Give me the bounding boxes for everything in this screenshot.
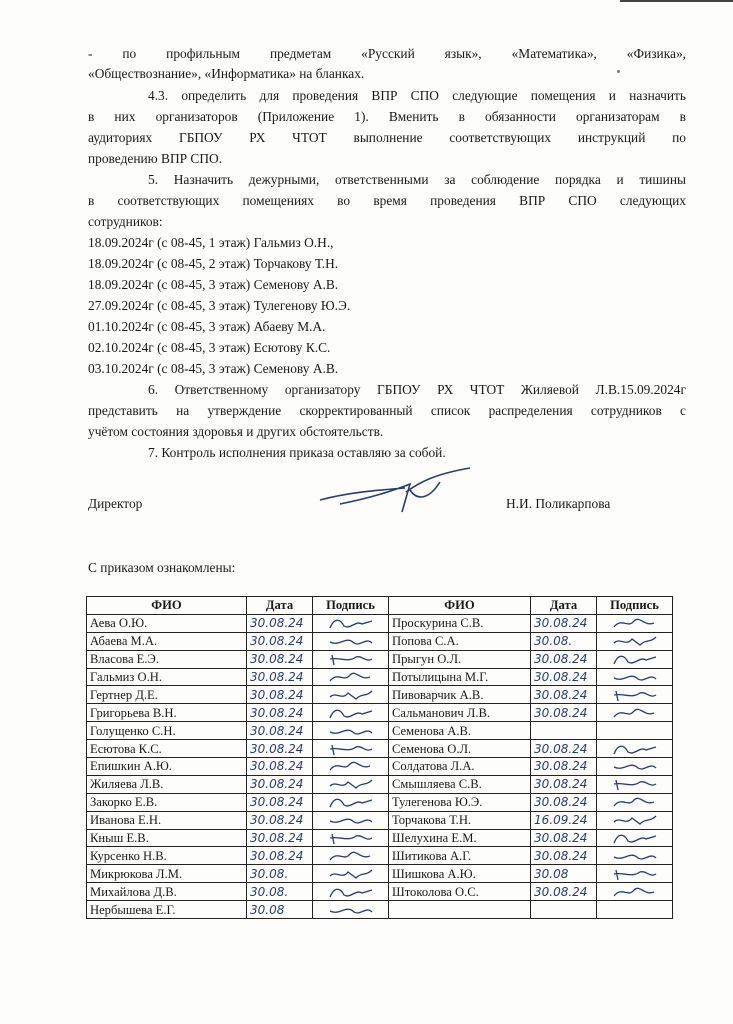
handwritten-signature: [610, 705, 660, 721]
signature-cell: [597, 847, 673, 865]
table-row: [87, 650, 673, 668]
name-cell: Кныш Е.В.: [87, 829, 247, 847]
handwritten-signature: [326, 615, 376, 631]
column-header: ФИО: [87, 597, 247, 615]
signature-cell: [313, 686, 389, 704]
signature-cell: [597, 811, 673, 829]
date-cell: 30.08.24: [531, 829, 597, 847]
duty-line: 03.10.2024г (с 08-45, 3 этаж) Семенову А.В.: [88, 361, 339, 376]
director-label: Директор: [88, 496, 143, 511]
handwritten-signature: [610, 669, 660, 685]
name-cell: [389, 901, 531, 919]
name-cell: Тулегенова Ю.Э.: [389, 793, 531, 811]
signature-cell: [313, 829, 389, 847]
handwritten-signature: [610, 830, 660, 846]
handwritten-signature: [610, 776, 660, 792]
signature-cell: [313, 650, 389, 668]
signature-cell: [313, 901, 389, 919]
column-header: Подпись: [313, 597, 389, 615]
date-cell: 30.08.24: [247, 847, 313, 865]
handwritten-signature: [326, 705, 376, 721]
date-cell: 30.08.24: [531, 650, 597, 668]
handwritten-signature: [610, 741, 660, 757]
signature-cell: [597, 614, 673, 632]
table-row: [87, 704, 673, 722]
signature-cell: [313, 793, 389, 811]
handwritten-signature: [326, 633, 376, 649]
signature-cell: [313, 722, 389, 740]
signature-cell: [597, 865, 673, 883]
name-cell: Микрюкова Л.М.: [87, 865, 247, 883]
signature-cell: [597, 722, 673, 740]
date-cell: 30.08.: [247, 865, 313, 883]
name-cell: Курсенко Н.В.: [87, 847, 247, 865]
name-cell: Семенова О.Л.: [389, 740, 531, 758]
handwritten-signature: [326, 687, 376, 703]
handwritten-signature: [326, 812, 376, 828]
date-cell: 30.08.24: [247, 740, 313, 758]
paragraph-5-line2: в соответствующих помещениях во время проведения ВПР СПО следующих: [88, 193, 686, 208]
date-cell: [531, 901, 597, 919]
date-cell: 30.08.24: [247, 668, 313, 686]
column-header: Подпись: [597, 597, 673, 615]
table-row: [87, 811, 673, 829]
date-cell: 30.08.24: [247, 686, 313, 704]
column-header: ФИО: [389, 597, 531, 615]
name-cell: Смышляева С.В.: [389, 775, 531, 793]
name-cell: Гальмиз О.Н.: [87, 668, 247, 686]
handwritten-signature: [610, 651, 660, 667]
date-cell: 30.08.: [531, 632, 597, 650]
signature-cell: [597, 883, 673, 901]
duty-line: 18.09.2024г (с 08-45, 3 этаж) Семенову А.В.: [88, 277, 339, 292]
paragraph-6-line2: представить на утверждение скорректированный список распределения сотрудников с: [88, 403, 686, 418]
date-cell: 30.08.24: [531, 668, 597, 686]
name-cell: Епишкин А.Ю.: [87, 758, 247, 776]
name-cell: Гертнер Д.Е.: [87, 686, 247, 704]
table-row: [87, 793, 673, 811]
handwritten-signature: [610, 687, 660, 703]
handwritten-signature: [610, 848, 660, 864]
date-cell: 30.08.24: [247, 811, 313, 829]
director-row: [88, 496, 686, 518]
handwritten-signature: [326, 884, 376, 900]
name-cell: Сальманович Л.В.: [389, 704, 531, 722]
signature-cell: [597, 704, 673, 722]
director-name: Н.И. Поликарпова: [506, 496, 611, 511]
date-cell: 30.08.24: [531, 740, 597, 758]
signature-cell: [597, 758, 673, 776]
name-cell: Шишкова А.Ю.: [389, 865, 531, 883]
paragraph-4-3-line3: аудиториях ГБПОУ РХ ЧТОТ выполнение соответствующих инструкций по: [88, 130, 686, 145]
signature-cell: [597, 829, 673, 847]
date-cell: 30.08: [247, 901, 313, 919]
handwritten-signature: [326, 651, 376, 667]
signature-cell: [597, 901, 673, 919]
signature-cell: [313, 775, 389, 793]
handwritten-signature: [326, 758, 376, 774]
handwritten-signature: [610, 633, 660, 649]
signature-cell: [313, 632, 389, 650]
date-cell: 30.08.24: [531, 704, 597, 722]
name-cell: Голущенко С.Н.: [87, 722, 247, 740]
paragraph-4-3-line1: 4.3. определить для проведения ВПР СПО следующие помещения и назначить: [148, 88, 686, 103]
signature-cell: [597, 650, 673, 668]
signature-cell: [597, 668, 673, 686]
table-body: [87, 614, 673, 918]
name-cell: Прыгун О.Л.: [389, 650, 531, 668]
handwritten-signature: [610, 866, 660, 882]
name-cell: Пивоварчик А.В.: [389, 686, 531, 704]
paragraph-5-line3: сотрудников:: [88, 214, 163, 229]
date-cell: 30.08.24: [531, 686, 597, 704]
signature-cell: [313, 740, 389, 758]
duty-line: 27.09.2024г (с 08-45, 3 этаж) Тулегенову Ю.Э.: [88, 298, 351, 313]
table-row: [87, 668, 673, 686]
duty-line: 01.10.2024г (с 08-45, 3 этаж) Абаеву М.А.: [88, 319, 326, 334]
paragraph-subjects-end: «Обществознание», «Информатика» на бланках.: [88, 66, 365, 81]
handwritten-signature: [326, 848, 376, 864]
date-cell: 30.08.24: [247, 793, 313, 811]
date-cell: 30.08.24: [531, 614, 597, 632]
name-cell: Торчакова Т.Н.: [389, 811, 531, 829]
handwritten-signature: [610, 884, 660, 900]
date-cell: 30.08.24: [247, 722, 313, 740]
signature-cell: [313, 668, 389, 686]
date-cell: 30.08.24: [247, 632, 313, 650]
paragraph-7: 7. Контроль исполнения приказа оставляю за собой.: [148, 445, 446, 460]
table-row: [87, 829, 673, 847]
signature-table: [86, 596, 673, 919]
name-cell: Потылицына М.Г.: [389, 668, 531, 686]
handwritten-signature: [610, 794, 660, 810]
date-cell: 16.09.24: [531, 811, 597, 829]
date-cell: [531, 722, 597, 740]
duty-line: 02.10.2024г (с 08-45, 3 этаж) Есютову К.С.: [88, 340, 331, 355]
top-edge-line: [620, 0, 733, 2]
paragraph-5-line1: 5. Назначить дежурными, ответственными за соблюдение порядка и тишины: [148, 172, 686, 187]
name-cell: Проскурина С.В.: [389, 614, 531, 632]
name-cell: Закорко Е.В.: [87, 793, 247, 811]
handwritten-signature: [326, 866, 376, 882]
table-row: [87, 883, 673, 901]
name-cell: Иванова Е.Н.: [87, 811, 247, 829]
handwritten-signature: [326, 830, 376, 846]
date-cell: 30.08.24: [531, 793, 597, 811]
name-cell: Штоколова О.С.: [389, 883, 531, 901]
name-cell: Аева О.Ю.: [87, 614, 247, 632]
date-cell: 30.08.24: [531, 883, 597, 901]
signature-cell: [597, 740, 673, 758]
table-row: [87, 740, 673, 758]
signature-cell: [313, 614, 389, 632]
paragraph-4-3-line4: проведению ВПР СПО.: [88, 151, 223, 166]
table-row: [87, 632, 673, 650]
column-header: Дата: [247, 597, 313, 615]
date-cell: 30.08.24: [247, 614, 313, 632]
name-cell: Семенова А.В.: [389, 722, 531, 740]
paragraph-6-line3: учётом состояния здоровья и других обстоятельств.: [88, 424, 384, 439]
handwritten-signature: [610, 615, 660, 631]
date-cell: 30.08.24: [531, 775, 597, 793]
date-cell: 30.08: [531, 865, 597, 883]
paragraph-subjects: - по профильным предметам «Русский язык», «Математика», «Физика»,: [88, 46, 686, 61]
table-row: [87, 865, 673, 883]
signature-cell: [313, 704, 389, 722]
date-cell: 30.08.24: [247, 829, 313, 847]
table-row: [87, 722, 673, 740]
table-row: [87, 901, 673, 919]
paragraph-6-line1: 6. Ответственному организатору ГБПОУ РХ ЧТОТ Жиляевой Л.В.15.09.2024г: [148, 382, 686, 397]
date-cell: 30.08.: [247, 883, 313, 901]
name-cell: Шелухина Е.М.: [389, 829, 531, 847]
table-row: [87, 847, 673, 865]
acknowledgement-label: С приказом ознакомлены:: [88, 560, 236, 575]
handwritten-signature: [326, 902, 376, 918]
name-cell: Солдатова Л.А.: [389, 758, 531, 776]
name-cell: Шитикова А.Г.: [389, 847, 531, 865]
table-row: [87, 686, 673, 704]
paragraph-4-3-line2: в них организаторов (Приложение 1). Вменить в обязанности организаторам в: [88, 109, 686, 124]
signature-cell: [597, 686, 673, 704]
signature-cell: [313, 847, 389, 865]
name-cell: Михайлова Д.В.: [87, 883, 247, 901]
name-cell: Абаева М.А.: [87, 632, 247, 650]
handwritten-signature: [326, 669, 376, 685]
signature-cell: [313, 883, 389, 901]
name-cell: Есютова К.С.: [87, 740, 247, 758]
name-cell: Григорьева В.Н.: [87, 704, 247, 722]
signature-cell: [313, 811, 389, 829]
date-cell: 30.08.24: [531, 847, 597, 865]
signature-cell: [313, 758, 389, 776]
date-cell: 30.08.24: [531, 758, 597, 776]
signature-cell: [597, 793, 673, 811]
handwritten-signature: [610, 758, 660, 774]
name-cell: Нербышева Е.Г.: [87, 901, 247, 919]
date-cell: 30.08.24: [247, 650, 313, 668]
table-row: [87, 614, 673, 632]
signature-cell: [597, 775, 673, 793]
duty-line: 18.09.2024г (с 08-45, 1 этаж) Гальмиз О.Н.,: [88, 235, 334, 250]
name-cell: Попова С.А.: [389, 632, 531, 650]
column-header: Дата: [531, 597, 597, 615]
handwritten-signature: [326, 741, 376, 757]
signature-cell: [597, 632, 673, 650]
table-row: [87, 775, 673, 793]
handwritten-signature: [326, 776, 376, 792]
duty-line: 18.09.2024г (с 08-45, 2 этаж) Торчакову Т.Н.: [88, 256, 339, 271]
date-cell: 30.08.24: [247, 758, 313, 776]
table-row: [87, 758, 673, 776]
date-cell: 30.08.24: [247, 704, 313, 722]
handwritten-signature: [326, 723, 376, 739]
handwritten-signature: [610, 812, 660, 828]
date-cell: 30.08.24: [247, 775, 313, 793]
name-cell: Власова Е.Э.: [87, 650, 247, 668]
table-header-row: [87, 597, 673, 615]
handwritten-signature: [326, 794, 376, 810]
signature-cell: [313, 865, 389, 883]
name-cell: Жиляева Л.В.: [87, 775, 247, 793]
